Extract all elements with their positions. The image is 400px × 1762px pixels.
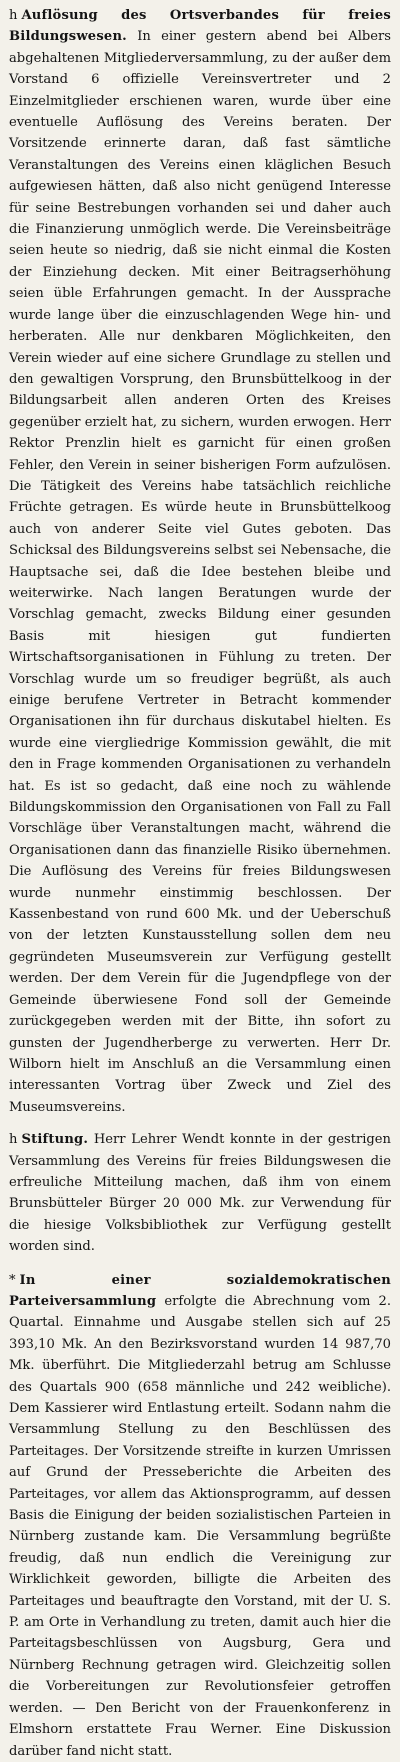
article-marker: h	[9, 1132, 18, 1148]
article-body: erfolgte die Abrechnung vom 2. Quartal. Einnahme und Ausgabe stellen sich auf 25 393,10 Mk. An den Bezirksvorstand wurden 14 987,70 Mk. überführt. Die Mitgliederzahl betrug am Schlusse des Quartals 900 (658 männliche und 242 weibliche). Dem Kassierer wird Entlastung erteilt. Sodann nahm die Versammlung Stellung zu den Beschlüssen des Parteitages. Der Vorsitzende streifte in kurzen Umrissen auf Grund der Presseberichte die Arbeiten des Parteitages, vor allem das Aktionsprogramm, auf dessen Basis die Einigung der beiden sozialistischen Parteien in Nürnberg zustande kam. Die Versammlung begrüßte freudig, daß nun endlich die Vereinigung zur Wirklichkeit geworden, billigte die Arbeiten des Parteitages und beauftragte den Vorstand, mit der U. S. P. am Orte in Verhandlung zu treten, damit auch hier die Parteitagsbeschlüssen von Augsburg, Gera und Nürnberg Rechnung getragen wird. Gleichzeitig sollen die Vorbereitungen zur Revolutionsfeier getroffen werden. — Den Bericht von der Frauenkonferenz in Elmshorn erstattete Frau Werner. Eine Diskussion darüber fand nicht statt.	[9, 1293, 391, 1759]
article-spacer	[9, 1258, 391, 1270]
article-body: Herr Lehrer Wendt konnte in der gestrigen Versammlung des Vereins für freies Bildungswesen die erfreuliche Mitteilung machen, daß ihm von einem Brunsbütteler Bürger 20 000 Mk. zur Verwendung für die hiesige Volksbibliothek zur Verfügung gestellt worden sind.	[9, 1132, 391, 1255]
article-foundation	[9, 1129, 391, 1257]
article-paragraph	[9, 5, 391, 1118]
article-headline: In einer sozialdemokratischen Parteiversammlung	[9, 1272, 391, 1309]
article-spacer	[9, 1118, 391, 1129]
article-marker: h	[9, 8, 18, 23]
article-body: In einer gestern abend bei Albers abgehaltenen Mitgliederversammlung, zu der außer dem Vorstand 6 offizielle Vereinsvertreter und 2 Einzelmitglieder erschienen waren, wurde über eine eventuelle Auflösung des Vereins beraten. Der Vorsitzende erinnerte daran, daß fast sämtliche Veranstaltungen des Vereins einen kläglichen Besuch aufgewiesen hätten, daß also nicht genügend Interesse für seine Bestrebungen vorhanden sei und daher auch die Finanzierung unmöglich werde. Die Vereinsbeiträge seien heute so niedrig, daß sie nicht einmal die Kosten der Einziehung decken. Mit einer Beitragserhöhung seien üble Erfahrungen gemacht. In der Aussprache wurde lange über die einzuschlagenden Wege hin- und herberaten. Alle nur denkbaren Möglichkeiten, den Verein wieder auf eine sichere Grundlage zu stellen und den gewaltigen Vorsprung, den Brunsbüttelkoog in der Bildungsarbeit allen anderen Orten des Kreises gegenüber erzielt hat, zu sichern, wurden erwogen. Herr Rektor Prenzlin hielt es garnicht für einen großen Fehler, den Verein in seiner bisherigen Form aufzulösen. Die Tätigkeit des Vereins habe tatsächlich reichliche Früchte getragen. Es würde heute in Brunsbüttelkoog auch von anderer Seite viel Gutes geboten. Das Schicksal des Bildungsvereins selbst sei Nebensache, die Hauptsache sei, daß die Idee bestehen bleibe und weiterwirke. Nach langen Beratungen wurde der Vorschlag gemacht, zwecks Bildung einer gesunden Basis mit hiesigen gut fundierten Wirtschaftsorganisationen in Fühlung zu treten. Der Vorschlag wurde um so freudiger begrüßt, als auch einige berufene Vertreter in Betracht kommender Organisationen ihn für durchaus diskutabel hielten. Es wurde eine viergliedrige Kommission gewählt, die mit den in Frage kommenden Organisationen zu verhandeln hat. Es ist so gedacht, daß eine noch zu wählende Bildungskommission den Organisationen von Fall zu Fall Vorschläge über Veranstaltungen macht, während die Organisationen dann das finanzielle Risiko übernehmen. Die Auflösung des Vereins für freies Bildungswesen wurde nunmehr einstimmig beschlossen. Der Kassenbestand von rund 600 Mk. und der Ueberschuß von der letzten Kunstausstellung sollen dem neu gegründeten Museumsverein zur Verfügung gestellt werden. Der dem Verein für die Jugendpflege von der Gemeinde überwiesene Fond soll der Gemeinde zurückgegeben werden mit der Bitte, ihn sofort zu gunsten der Jugendherberge zu verwerten. Herr Dr. Wilborn hielt im Anschluß an die Versammlung einen interessanten Vortrag über Zweck und Ziel des Museumsvereins.	[9, 29, 391, 1115]
article-headline: Auflösung des Ortsverbandes für freies Bildungswesen.	[9, 8, 391, 45]
article-party-meeting	[9, 1270, 391, 1762]
article-paragraph	[9, 1270, 391, 1762]
article-headline: Stiftung.	[21, 1132, 89, 1148]
article-marker: *	[9, 1272, 16, 1288]
article-dissolution	[9, 5, 391, 1118]
article-paragraph	[9, 1129, 391, 1257]
